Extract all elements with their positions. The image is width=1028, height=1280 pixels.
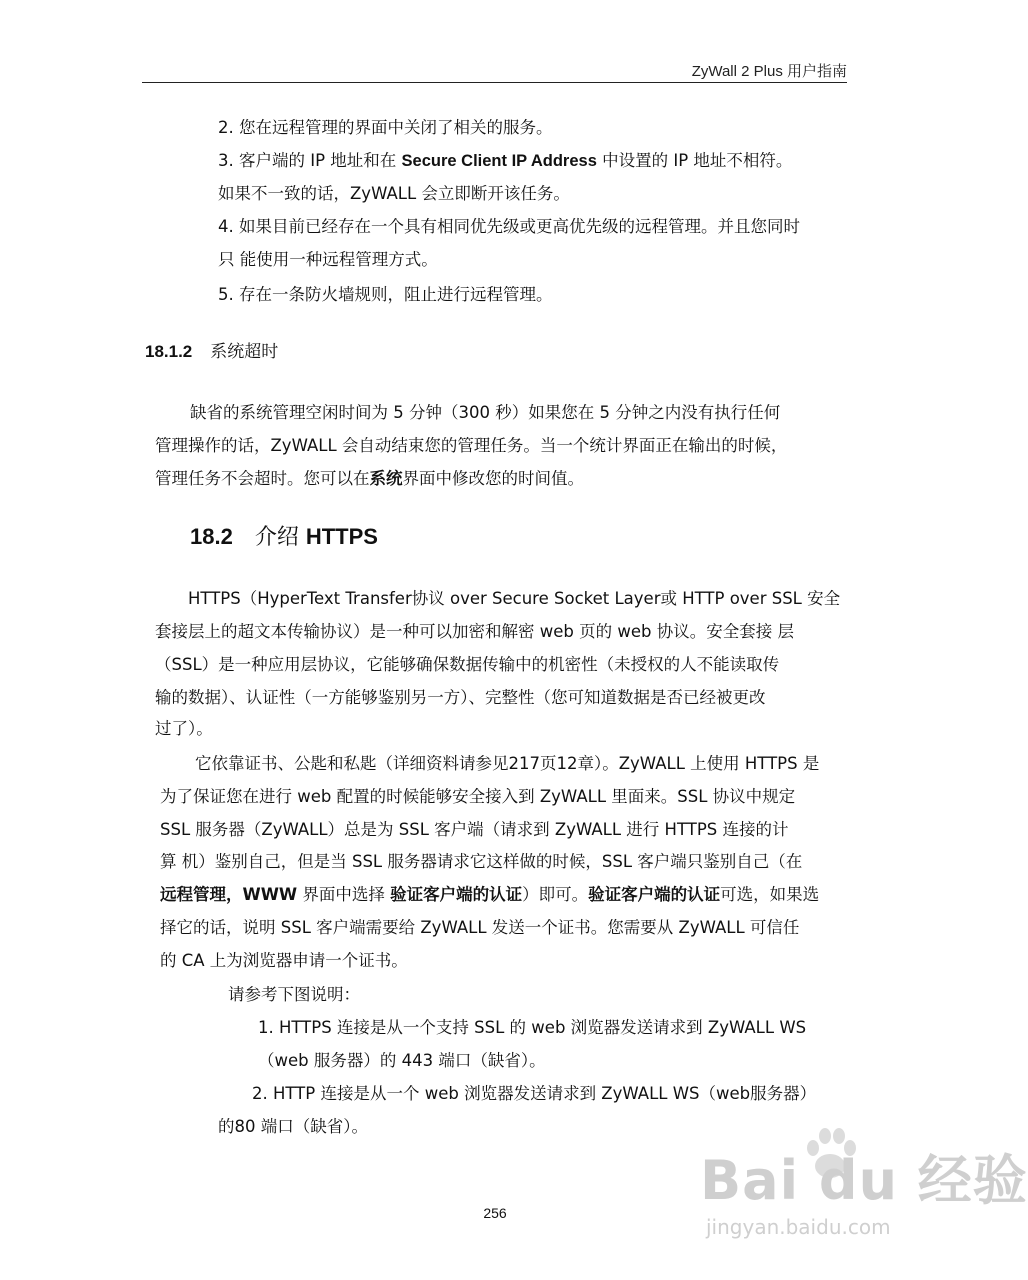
timeout-line-3-part-c: 界面中修改您的时间值。 [402, 469, 584, 488]
list-item-3 [218, 150, 792, 172]
timeout-paragraph-line-3 [155, 468, 584, 490]
timeout-paragraph-line-2: 管理操作的话，ZyWALL 会自动结束您的管理任务。当一个统计界面正在输出的时候， [155, 436, 788, 455]
section-title-18-1-2: 系统超时 [210, 342, 279, 362]
cert-line-5-part-f: 可选，如果选 [720, 885, 820, 904]
step-1-line-2: （web 服务器）的 443 端口（缺省）。 [258, 1051, 546, 1070]
page-number: 256 [483, 1205, 507, 1221]
section-number-18-1-2: 18.1.2 [145, 342, 193, 361]
cert-paragraph-line-1: 它依靠证书、公匙和私匙（详细资料请参见217页12章）。ZyWALL 上使用 HTTPS 是 [195, 754, 820, 773]
list-item-3-part-a: 3. 客户端的 IP 地址和在 [218, 151, 402, 170]
cert-line-5-part-d: ）即可。 [522, 885, 589, 904]
cert-line-5-part-b: 界面中选择 [297, 885, 391, 904]
section-title-18-2-cn: 介绍 [254, 525, 299, 550]
list-item-3-part-c: 中设置的 IP 地址不相符。 [596, 151, 793, 170]
https-paragraph-line-5: 过了）。 [155, 719, 213, 738]
list-item-4: 4. 如果目前已经存在一个具有相同优先级或更高优先级的远程管理。并且您同时 [218, 217, 800, 236]
list-item-2: 2. 您在远程管理的界面中关闭了相关的服务。 [218, 118, 553, 137]
list-item-5: 5. 存在一条防火墙规则，阻止进行远程管理。 [218, 285, 553, 304]
refer-figure-text: 请参考下图说明： [228, 985, 360, 1004]
cert-paragraph-line-4: 算 机）鉴别自己，但是当 SSL 服务器请求它这样做的时候，SSL 客户端只鉴别自己（在 [160, 852, 803, 871]
https-paragraph-line-1: HTTPS（HyperText Transfer协议 over Secure Socket Layer或 HTTP over SSL 安全 [188, 589, 841, 608]
baidu-watermark [700, 1120, 1028, 1260]
remote-management-www-term: 远程管理，WWW [160, 885, 298, 904]
cert-paragraph-line-2: 为了保证您在进行 web 配置的时候能够安全接入到 ZyWALL 里面来。SSL 协议中规定 [160, 787, 796, 806]
verify-client-cert-term-1: 验证客户端的认证 [390, 885, 523, 904]
section-title-18-2-en: HTTPS [305, 524, 378, 549]
cert-paragraph-line-6: 择它的话，说明 SSL 客户端需要给 ZyWALL 发送一个证书。您需要从 ZyWALL 可信任 [160, 918, 800, 937]
verify-client-cert-term-2: 验证客户端的认证 [588, 885, 721, 904]
secure-client-ip-address-term: Secure Client IP Address [401, 152, 597, 170]
https-paragraph-line-2: 套接层上的超文本传输协议）是一种可以加密和解密 web 页的 web 协议。安全套接 层 [155, 622, 794, 641]
step-2-line-1: 2. HTTP 连接是从一个 web 浏览器发送请求到 ZyWALL WS（web服务器） [252, 1084, 817, 1103]
list-item-4-continued: 只 能使用一种远程管理方式。 [218, 250, 438, 269]
https-paragraph-line-4: 输的数据）、认证性（一方能够鉴别另一方）、完整性（您可知道数据是否已经被更改 [155, 688, 766, 707]
step-1-line-1: 1. HTTPS 连接是从一个支持 SSL 的 web 浏览器发送请求到 ZyWALL WS [258, 1018, 807, 1037]
step-2-line-2: 的80 端口（缺省）。 [218, 1117, 368, 1136]
timeout-paragraph-line-1: 缺省的系统管理空闲时间为 5 分钟（300 秒）如果您在 5 分钟之内没有执行任何 [190, 403, 781, 422]
baidu-url-text: jingyan.baidu.com [706, 1215, 891, 1239]
page-header [0, 0, 989, 90]
header-rule [142, 82, 847, 83]
cert-paragraph-line-7: 的 CA 上为浏览器申请一个证书。 [160, 951, 408, 970]
section-heading-18-2 [190, 522, 378, 553]
cert-paragraph-line-5 [160, 884, 819, 906]
cert-paragraph-line-3: SSL 服务器（ZyWALL）总是为 SSL 客户端（请求到 ZyWALL 进行 HTTPS 连接的计 [160, 820, 789, 839]
section-number-18-2: 18.2 [190, 524, 233, 549]
header-title: ZyWall 2 Plus 用户指南 [691, 63, 847, 80]
timeout-line-3-part-a: 管理任务不会超时。您可以在 [155, 469, 370, 488]
baidu-logo-text: Bai du 经验 [700, 1149, 1028, 1212]
section-heading-18-1-2 [145, 340, 278, 364]
https-paragraph-line-3: （SSL）是一种应用层协议，它能够确保数据传输中的机密性（未授权的人不能读取传 [155, 655, 780, 674]
system-term: 系统 [369, 469, 403, 488]
list-item-3-continued: 如果不一致的话，ZyWALL 会立即断开该任务。 [218, 184, 570, 203]
